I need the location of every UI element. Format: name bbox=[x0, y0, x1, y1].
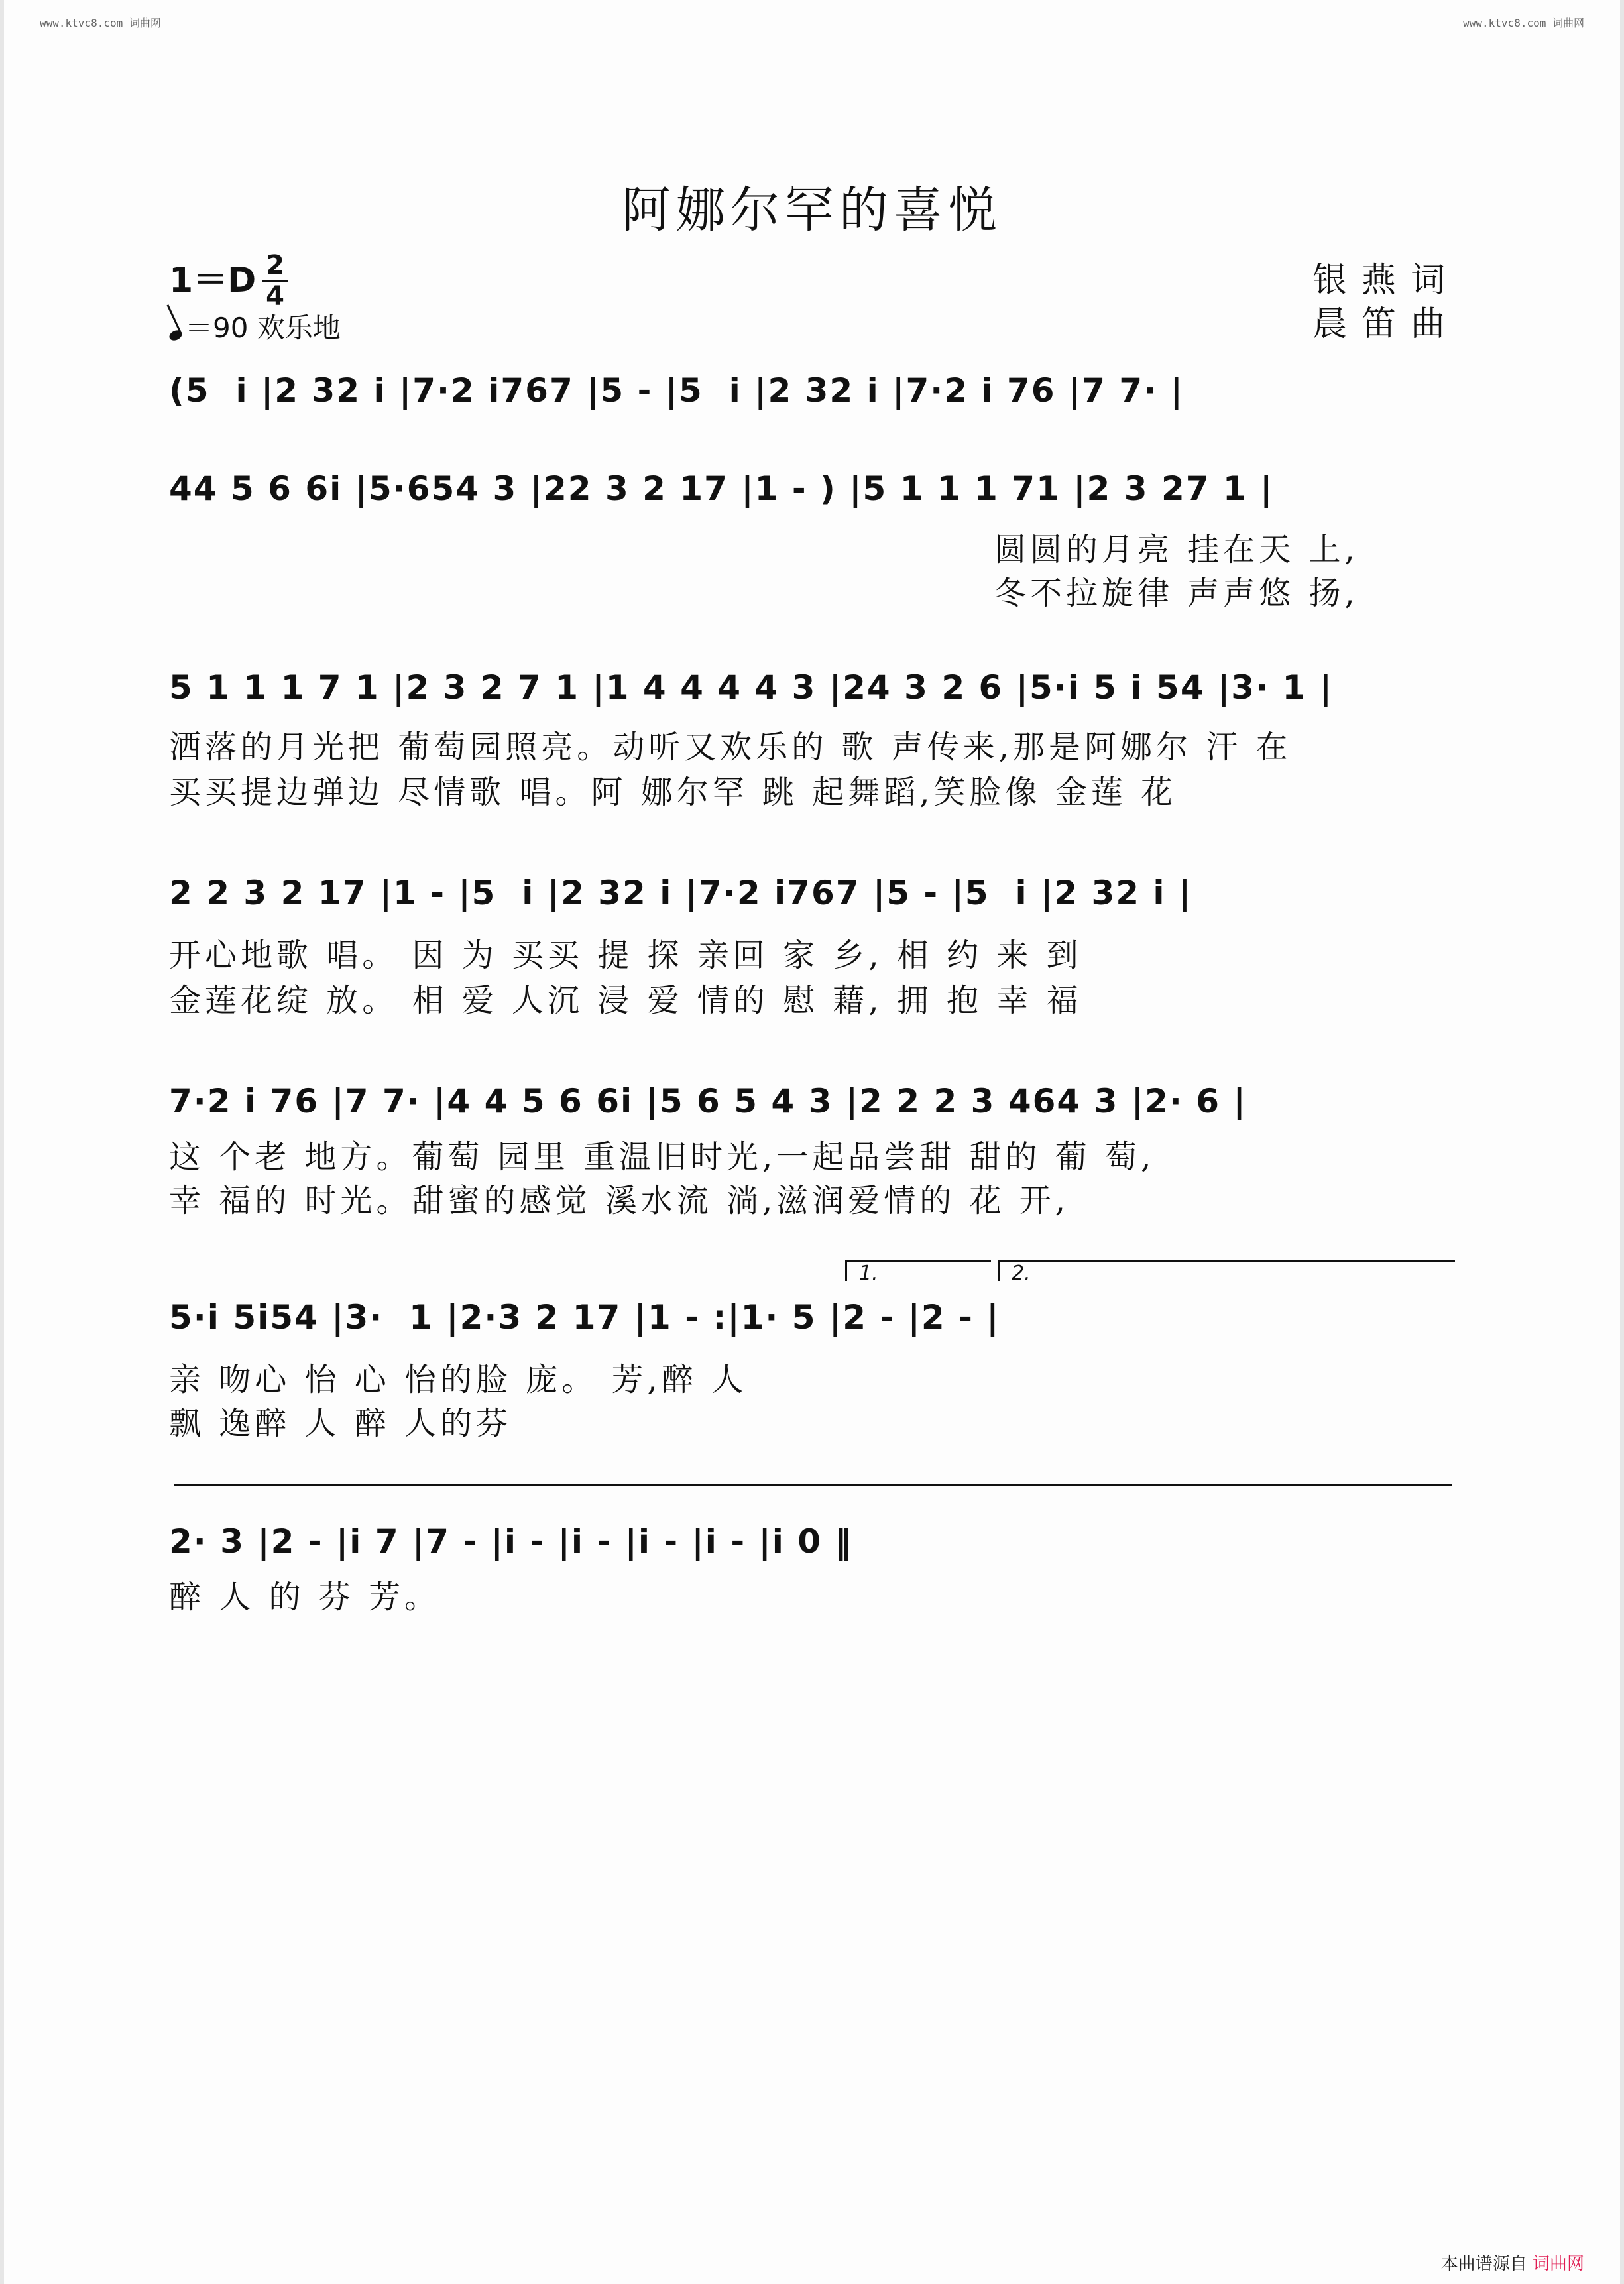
source-footer bbox=[1441, 2250, 1584, 2275]
footer-prefix: 本曲谱源自 bbox=[1440, 2254, 1527, 2274]
song-title: 阿娜尔罕的喜悦 bbox=[622, 182, 1002, 239]
score-row-5: 7·2 i 76 |7 7· |4 4 5 6 6i |5 6 5 4 3 |2 2 2 3 464 3 |2· 6 | bbox=[169, 1082, 1247, 1120]
lyric-line-4b: 幸 福的 时光。甜蜜的感觉 溪水流 淌,滋润爱情的 花 开, bbox=[169, 1182, 1070, 1219]
lyric-line-1a: 圆圆的月亮 挂在天 上, bbox=[994, 531, 1359, 568]
lyric-line-6: 醉 人 的 芬 芳。 bbox=[169, 1579, 441, 1616]
lyric-line-3a: 开心地歌 唱。 因 为 买买 提 探 亲回 家 乡, 相 约 来 到 bbox=[169, 937, 1082, 974]
quarter-note-icon bbox=[168, 328, 184, 342]
score-row-2: 44 5 6 6i |5·654 3 |22 3 2 17 |1 - ) |5 1 1 1 71 |2 3 27 1 | bbox=[169, 469, 1274, 508]
score-row-1: (5 i |2 32 i |7·2 i767 |5 - |5 i |2 32 i |7·2 i 76 |7 7· | bbox=[169, 371, 1184, 410]
lyric-line-5b: 飘 逸醉 人 醉 人的芬 bbox=[169, 1405, 512, 1442]
composer-credit: 晨笛曲 bbox=[1312, 304, 1460, 344]
key-signature: 1＝D bbox=[169, 261, 257, 300]
lyric-line-4a: 这 个老 地方。葡萄 园里 重温旧时光,一起品尝甜 甜的 葡 萄, bbox=[169, 1138, 1155, 1175]
tempo-text: ＝90 欢乐地 bbox=[185, 312, 341, 344]
lyric-line-5a: 亲 吻心 怡 心 怡的脸 庞。 芳,醉 人 bbox=[169, 1361, 748, 1398]
site-watermark-left: www.ktvc8.com 词曲网 bbox=[40, 17, 161, 29]
lyric-line-2b: 买买提边弹边 尽情歌 唱。阿 娜尔罕 跳 起舞蹈,笑脸像 金莲 花 bbox=[169, 774, 1177, 811]
time-bottom: 4 bbox=[266, 281, 284, 312]
score-row-4: 2 2 3 2 17 |1 - |5 i |2 32 i |7·2 i767 |5 - |5 i |2 32 i | bbox=[169, 874, 1192, 912]
lyric-line-1b: 冬不拉旋律 声声悠 扬, bbox=[994, 575, 1359, 612]
volta-second: 2. bbox=[998, 1260, 1455, 1281]
site-watermark-right: www.ktvc8.com 词曲网 bbox=[1463, 17, 1584, 29]
time-signature bbox=[262, 252, 288, 310]
volta-first: 1. bbox=[845, 1260, 991, 1281]
tempo-marking bbox=[169, 306, 341, 346]
lyric-line-3b: 金莲花绽 放。 相 爱 人沉 浸 爱 情的 慰 藉, 拥 抱 幸 福 bbox=[169, 982, 1082, 1019]
score-row-7: 2· 3 |2 - |i 7 |7 - |i - |i - |i - |i - |i 0 ‖ bbox=[169, 1522, 853, 1561]
time-top: 2 bbox=[266, 250, 284, 280]
score-row-6: 5·i 5i54 |3· 1 |2·3 2 17 |1 - :|1· 5 |2 - |2 - | bbox=[169, 1298, 1000, 1337]
score-row-3: 5 1 1 1 7 1 |2 3 2 7 1 |1 4 4 4 4 3 |24 3 2 6 |5·i 5 i 54 |3· 1 | bbox=[169, 668, 1333, 707]
lyricist-credit: 银燕词 bbox=[1312, 261, 1460, 300]
footer-brand: 词曲网 bbox=[1532, 2254, 1584, 2274]
final-section-bracket bbox=[174, 1484, 1452, 1486]
lyric-line-2a: 洒落的月光把 葡萄园照亮。动听又欢乐的 歌 声传来,那是阿娜尔 汗 在 bbox=[169, 729, 1292, 766]
